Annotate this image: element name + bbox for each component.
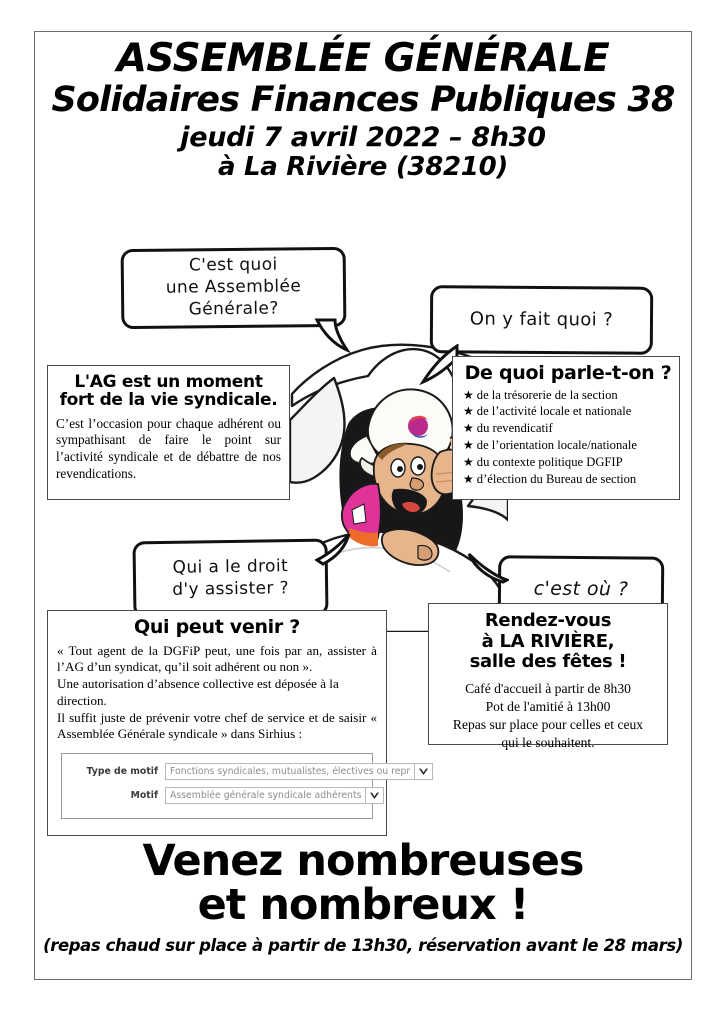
speech-bubble-what-happens-text: On y fait quoi ? <box>469 308 614 331</box>
star-icon: ★ <box>463 455 474 470</box>
box-who-can-come <box>47 610 411 836</box>
list-item <box>463 454 673 471</box>
slogan-line-1: Venez nombreuses <box>142 836 584 886</box>
chevron-down-icon[interactable] <box>414 764 432 779</box>
box-rendez-vous <box>428 603 668 750</box>
list-item <box>463 437 673 454</box>
rdv-body-line3: Repas sur place pour celles et ceux <box>452 716 644 732</box>
who-can-come-para-2: Une autorisation d’absence collective est déposée à la direction. <box>57 676 339 708</box>
star-icon: ★ <box>463 472 474 487</box>
box-topics-title: De quoi parle-t-on ? <box>464 362 672 384</box>
form-row-motif <box>70 787 364 804</box>
topic-label: de l’activité locale et nationale <box>476 404 632 419</box>
list-item <box>463 403 673 420</box>
type-de-motif-select[interactable] <box>165 763 433 780</box>
box-who-can-come-body <box>57 643 377 744</box>
box-rendez-vous-body <box>437 680 659 752</box>
form-row-type-de-motif <box>70 763 411 780</box>
speech-bubble-who-tail <box>315 532 361 566</box>
slogan-line-2: et nombreux ! <box>197 880 529 930</box>
speech-bubble-what-is-an-ag <box>121 247 347 329</box>
topic-label: de l’orientation locale/nationale <box>476 438 637 453</box>
box-rendez-vous-title <box>437 611 659 673</box>
motif-label: Motif <box>130 790 158 802</box>
speech-bubble-who-can-attend <box>132 539 328 619</box>
rdv-body-line2: Pot de l'amitié à 13h00 <box>485 698 611 714</box>
type-de-motif-label: Type de motif <box>86 766 158 778</box>
header-location: à La Rivière (38210) <box>218 152 508 182</box>
star-icon: ★ <box>463 387 474 402</box>
who-can-come-para-1: « Tout agent de la DGFiP peut, une fois par an, assister à l’AG d’un syndicat, qu’il soit adhérent ou non ». <box>57 642 377 675</box>
topic-label: du revendicatif <box>476 421 553 436</box>
box-what-is-an-ag-body: C’est l’occasion pour chaque adhérent ou sympathisant de faire le point sur l’activité syndicale et de débattre de nos revendications. <box>56 415 281 481</box>
box-what-is-an-ag-title <box>56 373 281 410</box>
type-de-motif-value: Fonctions syndicales, mutualistes, électives ou repr <box>170 766 411 778</box>
bubble-what-line2: une Assemblée Générale? <box>165 276 302 320</box>
header-title: ASSEMBLÉE GÉNÉRALE <box>116 36 610 81</box>
list-item <box>463 471 673 488</box>
box-ag-title-line2: fort de la vie syndicale. <box>59 390 278 411</box>
topic-label: de la trésorerie de la section <box>476 387 618 402</box>
rdv-title-line1: Rendez-vous <box>484 610 612 631</box>
box-ag-title-line1: L'AG est un moment <box>74 372 263 392</box>
slogan-note: (repas chaud sur place à partir de 13h30, réservation avant le 28 mars) <box>43 936 683 955</box>
motif-value: Assemblée générale syndicale adhérents <box>170 790 362 802</box>
speech-bubble-where-text: c'est où ? <box>533 577 629 601</box>
who-can-come-para-3: Il suffit juste de prévenir votre chef de service et de saisir « Assemblée Générale syndicale » dans Sirhius : <box>57 709 377 742</box>
rdv-body-line1: Café d'accueil à partir de 8h30 <box>465 680 631 696</box>
speech-bubble-who-can-attend-text <box>166 556 295 601</box>
bubble-what-line1: C'est quoi <box>188 254 278 276</box>
speech-bubble-what-tail <box>313 318 367 354</box>
poster-page <box>34 31 692 980</box>
rdv-body-line4: qui le souhaitent. <box>501 734 595 750</box>
star-icon: ★ <box>463 404 474 419</box>
speech-bubble-what-is-an-ag-text <box>124 254 344 322</box>
box-who-can-come-title: Qui peut venir ? <box>133 616 301 638</box>
poster-header <box>35 32 691 180</box>
box-topics-list <box>463 387 673 489</box>
star-icon: ★ <box>463 438 474 453</box>
topic-label: d’élection du Bureau de section <box>476 472 637 487</box>
bubble-who-line2: d'y assister ? <box>172 577 290 600</box>
header-subtitle: Solidaires Finances Publiques 38 <box>51 80 675 120</box>
list-item <box>463 420 673 437</box>
topic-label: du contexte politique DGFIP <box>476 455 623 470</box>
speech-bubble-what-happens <box>430 285 653 355</box>
header-date: jeudi 7 avril 2022 – 8h30 <box>180 122 546 153</box>
bubble-who-line1: Qui a le droit <box>172 555 289 578</box>
motif-select[interactable] <box>165 787 384 804</box>
box-what-is-an-ag <box>47 365 290 500</box>
rdv-title-line2: à LA RIVIÈRE, <box>481 630 615 652</box>
box-topics <box>452 356 680 500</box>
list-item <box>463 387 673 404</box>
rdv-title-line3: salle des fêtes ! <box>469 651 627 673</box>
sirhius-form-screenshot <box>61 753 411 819</box>
speech-bubble-where-tail <box>463 550 509 584</box>
star-icon: ★ <box>463 421 474 436</box>
chevron-down-icon[interactable] <box>365 788 383 803</box>
